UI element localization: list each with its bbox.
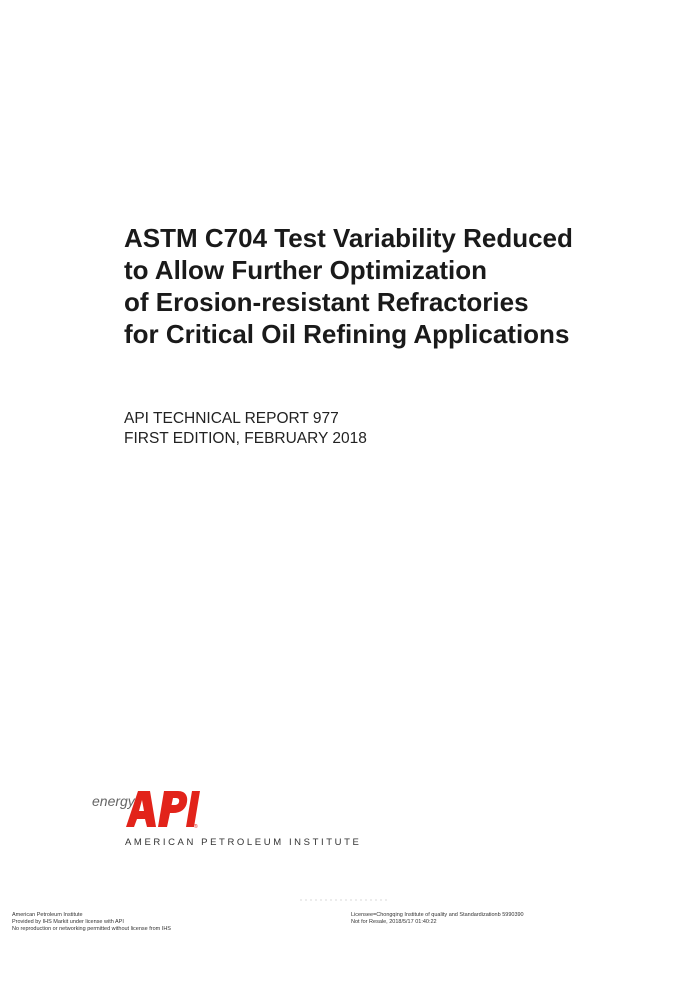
footer-licensee-info xyxy=(351,912,524,926)
footer-line: No reproduction or networking permitted without license from IHS xyxy=(12,926,171,932)
svg-text:®: ® xyxy=(194,824,198,829)
footer-provider-info xyxy=(12,912,171,933)
api-logo-mark xyxy=(124,789,200,829)
title-line: of Erosion-resistant Refractories xyxy=(124,287,529,317)
title-line: ASTM C704 Test Variability Reduced xyxy=(124,223,573,253)
report-info xyxy=(124,409,367,449)
faint-watermark xyxy=(300,897,390,903)
document-title xyxy=(124,222,644,350)
energy-tagline: energy xyxy=(92,793,135,809)
api-logo xyxy=(88,785,362,855)
footer-line: Provided by IHS Markit under license with API xyxy=(12,919,124,925)
organization-name: AMERICAN PETROLEUM INSTITUTE xyxy=(125,837,362,848)
footer-line: Licensee=Chongqing Institute of quality and Standardizationb 5990390 xyxy=(351,912,524,918)
title-line: for Critical Oil Refining Applications xyxy=(124,319,570,349)
edition: FIRST EDITION, FEBRUARY 2018 xyxy=(124,430,367,447)
footer-line: American Petroleum Institute xyxy=(12,912,83,918)
title-line: to Allow Further Optimization xyxy=(124,255,488,285)
report-number: API TECHNICAL REPORT 977 xyxy=(124,410,339,427)
footer-line: Not for Resale, 2018/5/17 01:40:22 xyxy=(351,919,437,925)
